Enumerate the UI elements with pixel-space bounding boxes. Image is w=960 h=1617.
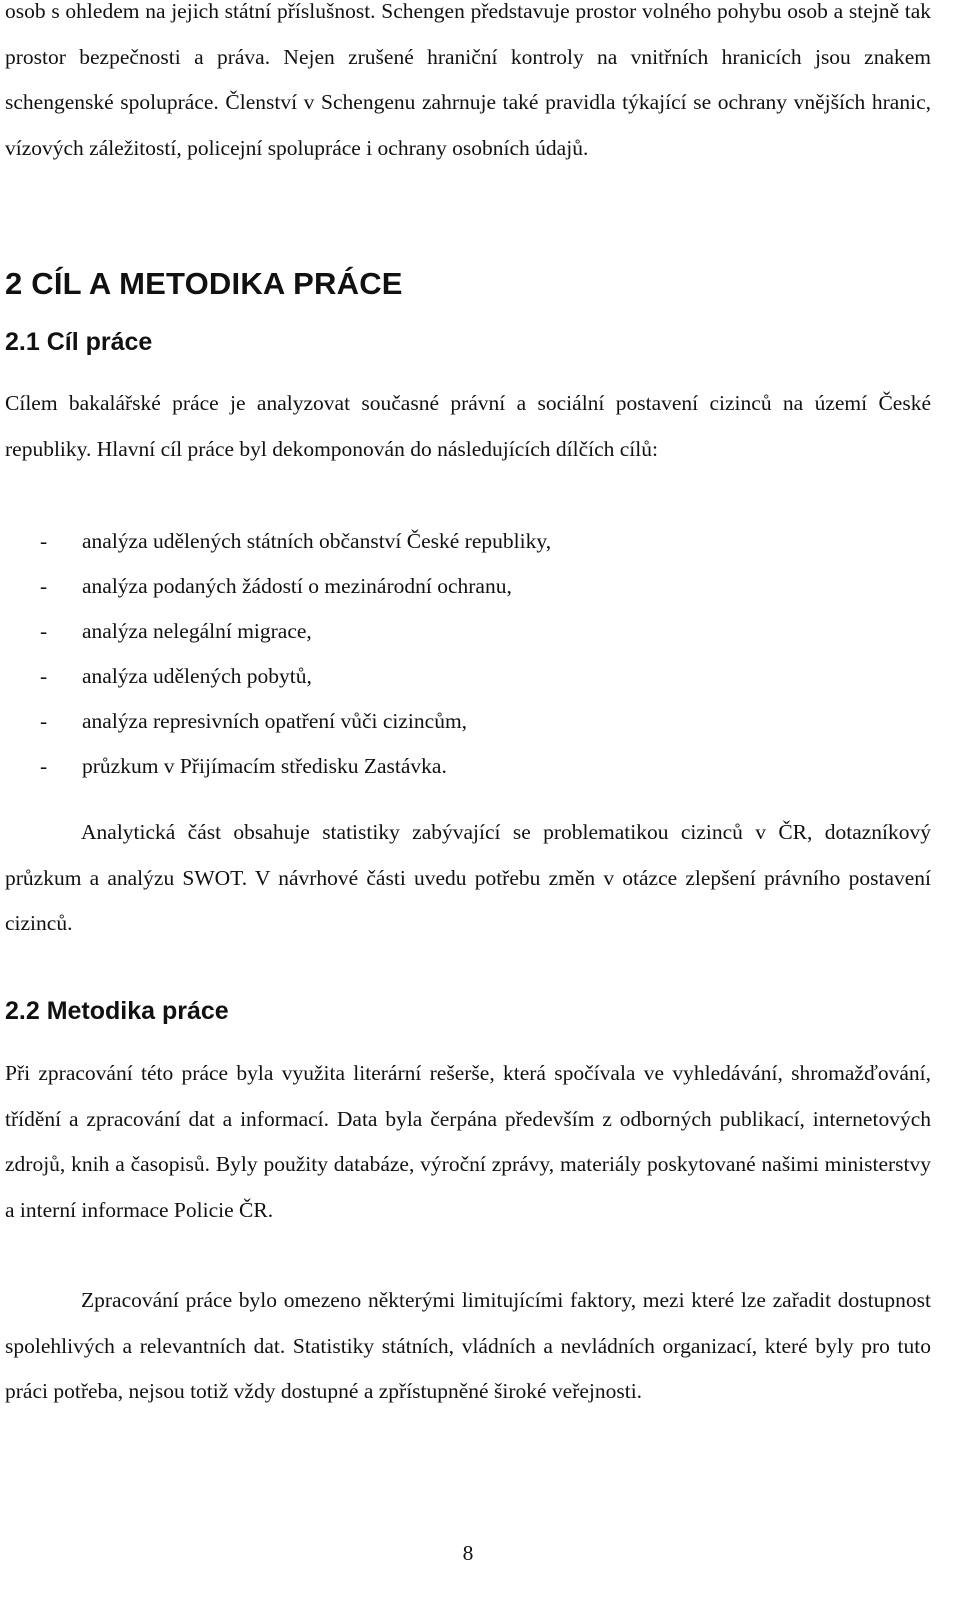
list-item-text: analýza nelegální migrace, [82,619,312,643]
list-item [5,519,931,564]
section-heading-method: 2.2 Metodika práce [5,997,229,1025]
goal-list [5,519,931,789]
chapter-heading: 2 CÍL A METODIKA PRÁCE [5,266,403,301]
list-item [5,564,931,609]
intro-paragraph: osob s ohledem na jejich státní příslušnost. Schengen představuje prostor volného pohybu osob a stejně tak prostor bezpečnosti a práva. Nejen zrušené hraniční kontroly na vnitřních hranicích jsou znakem schengenské spolupráce. Členství v Schengenu zahrnuje také pravidla týkající se ochrany vnějších hranic, vízových záležitostí, policejní spolupráce i ochrany osobních údajů. [5,0,931,160]
list-marker: - [40,664,48,688]
section-heading-goal: 2.1 Cíl práce [5,328,153,356]
list-item-text: průzkum v Přijímacím středisku Zastávka. [82,754,447,778]
list-item [5,699,931,744]
analysis-paragraph: Analytická část obsahuje statistiky zabývající se problematikou cizinců v ČR, dotazníkový průzkum a analýzu SWOT. V návrhové části uvedu potřebu změn v otázce zlepšení právního postavení cizinců. [5,820,931,935]
method-paragraph: Při zpracování této práce byla využita literární rešerše, která spočívala ve vyhledávání, shromažďování, třídění a zpracování dat a informací. Data byla čerpána především z odborných publikací, internetových zdrojů, knih a časopisů. Byly použity databáze, výroční zprávy, materiály poskytované našimi ministerstvy a interní informace Policie ČR. [5,1061,931,1222]
list-item [5,609,931,654]
list-marker: - [40,574,48,598]
list-marker: - [40,754,48,778]
list-item [5,654,931,699]
limits-paragraph: Zpracování práce bylo omezeno některými limitujícími faktory, mezi které lze zařadit dostupnost spolehlivých a relevantních dat. Statistiky státních, vládních a nevládních organizací, které byly pro tuto práci potřeba, nejsou totiž vždy dostupné a zpřístupněné široké veřejnosti. [5,1288,931,1403]
list-marker: - [40,529,48,553]
list-marker: - [40,709,48,733]
list-item-text: analýza udělených státních občanství České republiky, [82,529,552,553]
list-marker: - [40,619,48,643]
list-item [5,744,931,789]
page-number: 8 [462,1541,474,1565]
list-item-text: analýza podaných žádostí o mezinárodní ochranu, [82,574,512,598]
goal-paragraph: Cílem bakalářské práce je analyzovat současné právní a sociální postavení cizinců na území České republiky. Hlavní cíl práce byl dekomponován do následujících dílčích cílů: [5,391,931,461]
list-item-text: analýza udělených pobytů, [82,664,312,688]
list-item-text: analýza represivních opatření vůči cizincům, [82,709,468,733]
